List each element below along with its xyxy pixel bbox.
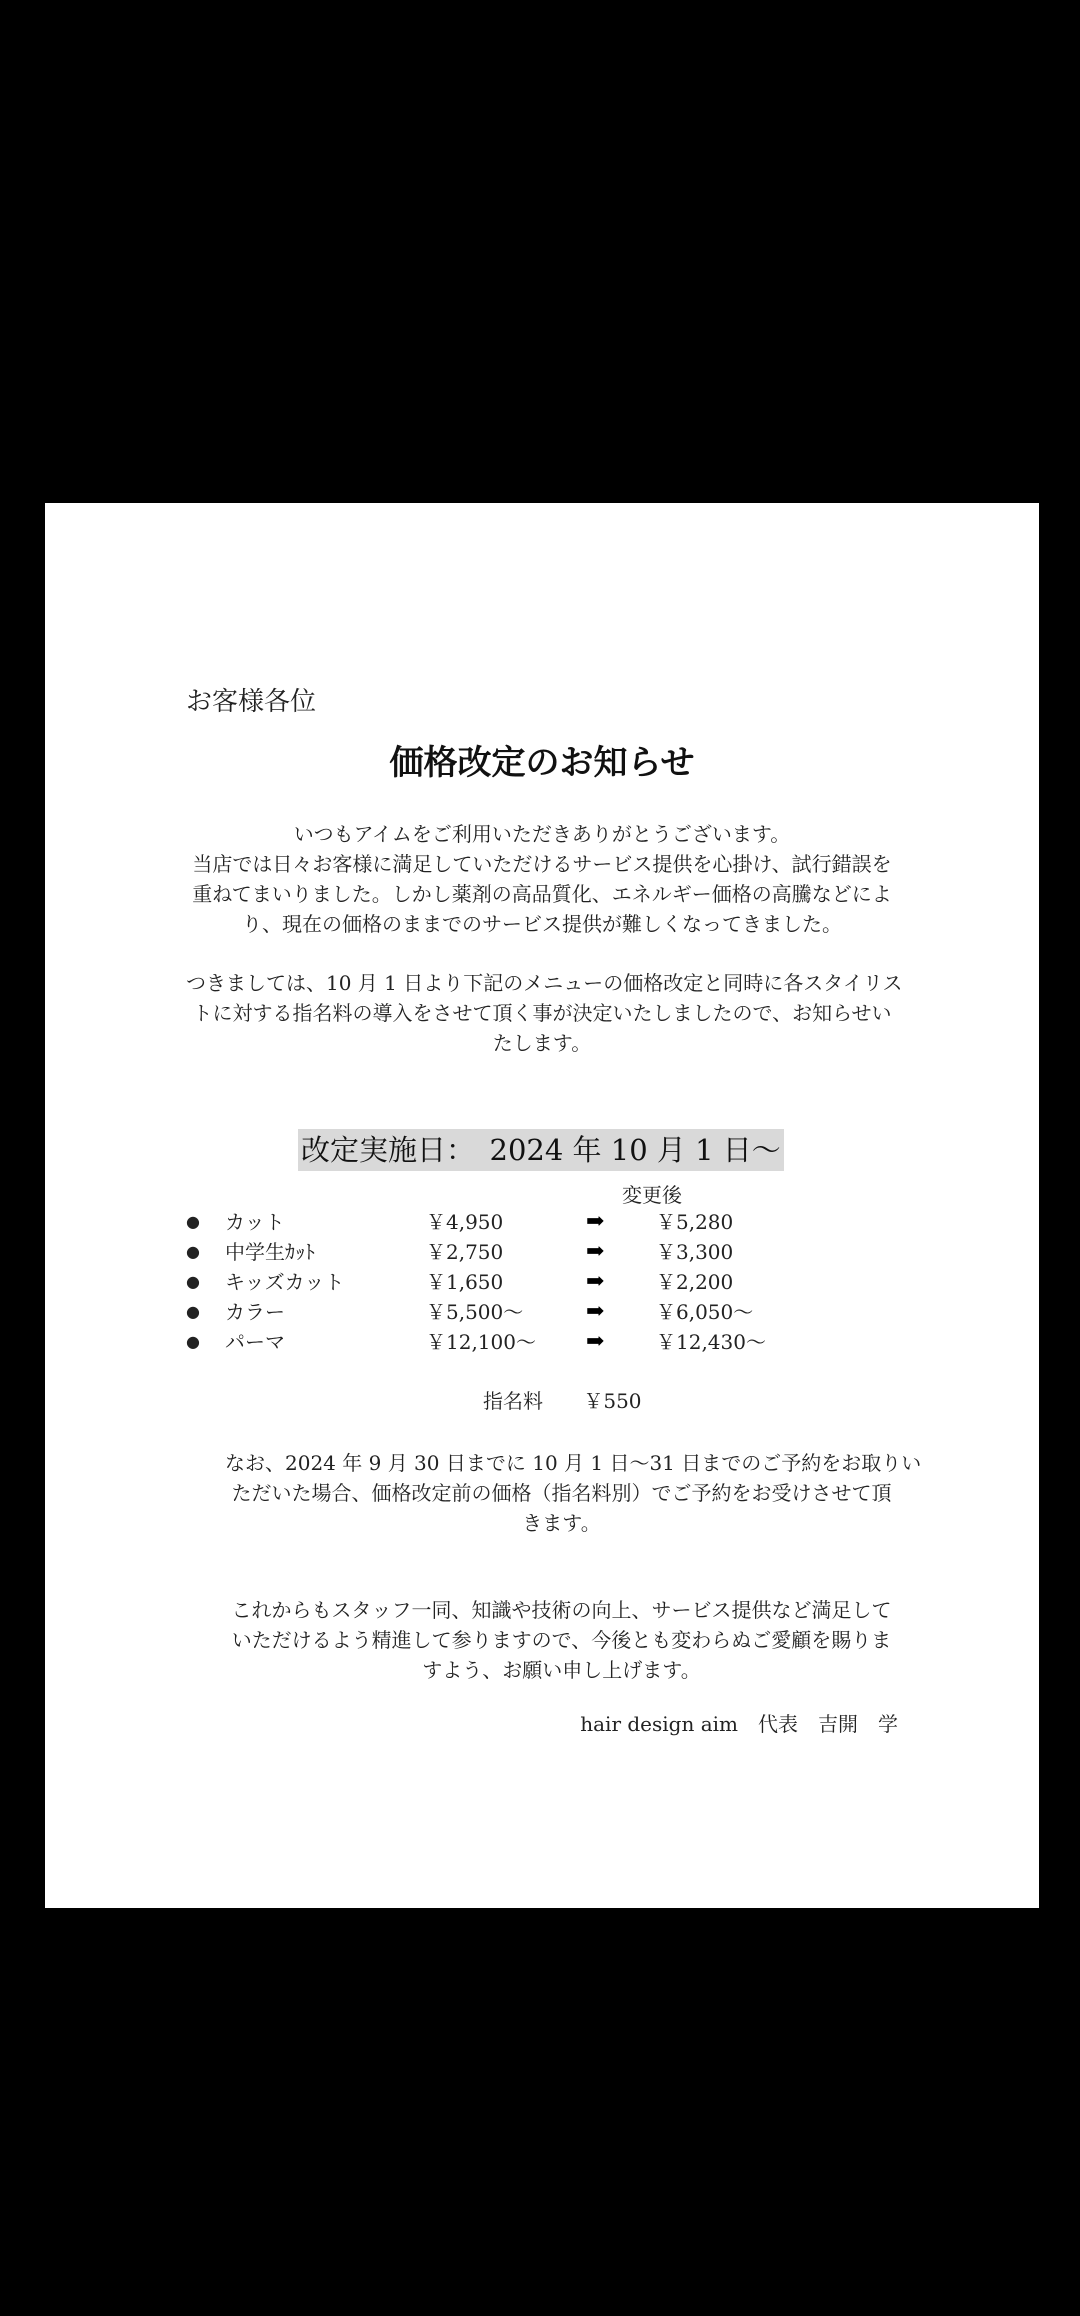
bullet-icon: ●: [186, 1272, 200, 1291]
bullet-icon: ●: [186, 1332, 200, 1351]
after-price-header: 変更後: [622, 1183, 682, 1207]
price-after: ￥6,050～: [656, 1300, 754, 1324]
announcement-line: たします。: [492, 1031, 592, 1055]
nomination-fee: [483, 1385, 642, 1414]
closing-line: すよう、お願い申し上げます。: [422, 1658, 701, 1682]
bullet-icon: ●: [186, 1212, 200, 1231]
price-before: ￥2,750: [426, 1240, 504, 1264]
closing-paragraph: [225, 1595, 898, 1685]
price-after: ￥2,200: [656, 1270, 734, 1294]
announcement-line: トに対する指名料の導入をさせて頂く事が決定いたしましたので、お知らせい: [192, 1001, 892, 1025]
intro-paragraph: [186, 819, 898, 939]
arrow-right-icon: ➡: [586, 1299, 605, 1324]
price-after: ￥12,430～: [656, 1330, 766, 1354]
price-before: ￥5,500～: [426, 1300, 524, 1324]
closing-line: これからもスタッフ一同、知識や技術の向上、サービス提供など満足して: [231, 1598, 892, 1622]
bullet-icon: ●: [186, 1302, 200, 1321]
arrow-right-icon: ➡: [586, 1209, 605, 1234]
intro-line: 当店では日々お客様に満足していただけるサービス提供を心掛け、試行錯誤を: [192, 852, 892, 876]
arrow-right-icon: ➡: [586, 1239, 605, 1264]
arrow-right-icon: ➡: [586, 1269, 605, 1294]
price-before: ￥12,100～: [426, 1330, 536, 1354]
price-row: [186, 1297, 786, 1327]
menu-name: パーマ: [225, 1330, 285, 1354]
nomination-price: ￥550: [583, 1389, 642, 1413]
arrow-right-icon: ➡: [586, 1329, 605, 1354]
closing-line: いただけるよう精進して参りますので、今後とも変わらぬご愛顧を賜りま: [231, 1628, 892, 1652]
price-after: ￥5,280: [656, 1210, 734, 1234]
intro-line: り、現在の価格のままでのサービス提供が難しくなってきました。: [242, 912, 842, 936]
menu-name: キッズカット: [225, 1270, 345, 1294]
price-table: [186, 1207, 786, 1357]
price-row: [186, 1207, 786, 1237]
menu-name: カット: [225, 1210, 285, 1234]
menu-name: 中学生ｶｯﾄ: [225, 1240, 315, 1264]
price-after: ￥3,300: [656, 1240, 734, 1264]
signature: hair design aim 代表 吉開 学: [580, 1712, 898, 1736]
nomination-label: 指名料: [483, 1389, 543, 1413]
bullet-icon: ●: [186, 1242, 200, 1261]
booking-note-line: なお、2024 年 9 月 30 日までに 10 月 1 日～31 日までのご予約をお取りい: [225, 1451, 922, 1475]
intro-line: いつもアイムをご利用いただきありがとうございます。: [293, 822, 791, 846]
price-row: [186, 1237, 786, 1267]
notice-document: [45, 503, 1039, 1908]
price-row: [186, 1267, 786, 1297]
booking-note-line: ただいた場合、価格改定前の価格（指名料別）でご予約をお受けさせて頂: [231, 1481, 892, 1505]
intro-line: 重ねてまいりました。しかし薬剤の高品質化、エネルギー価格の高騰などによ: [192, 882, 892, 906]
booking-note-line: きます。: [522, 1511, 601, 1535]
price-before: ￥1,650: [426, 1270, 504, 1294]
announcement-line: つきましては、10 月 1 日より下記のメニューの価格改定と同時に各スタイリス: [186, 971, 903, 995]
price-row: [186, 1327, 786, 1357]
announcement-paragraph: [186, 968, 903, 1058]
price-before: ￥4,950: [426, 1210, 504, 1234]
booking-note-paragraph: [225, 1448, 922, 1538]
effective-date: 改定実施日： 2024 年 10 月 1 日～: [298, 1129, 784, 1171]
salutation: お客様各位: [186, 687, 317, 717]
document-title: 価格改定のお知らせ: [389, 743, 695, 783]
menu-name: カラー: [225, 1300, 285, 1324]
